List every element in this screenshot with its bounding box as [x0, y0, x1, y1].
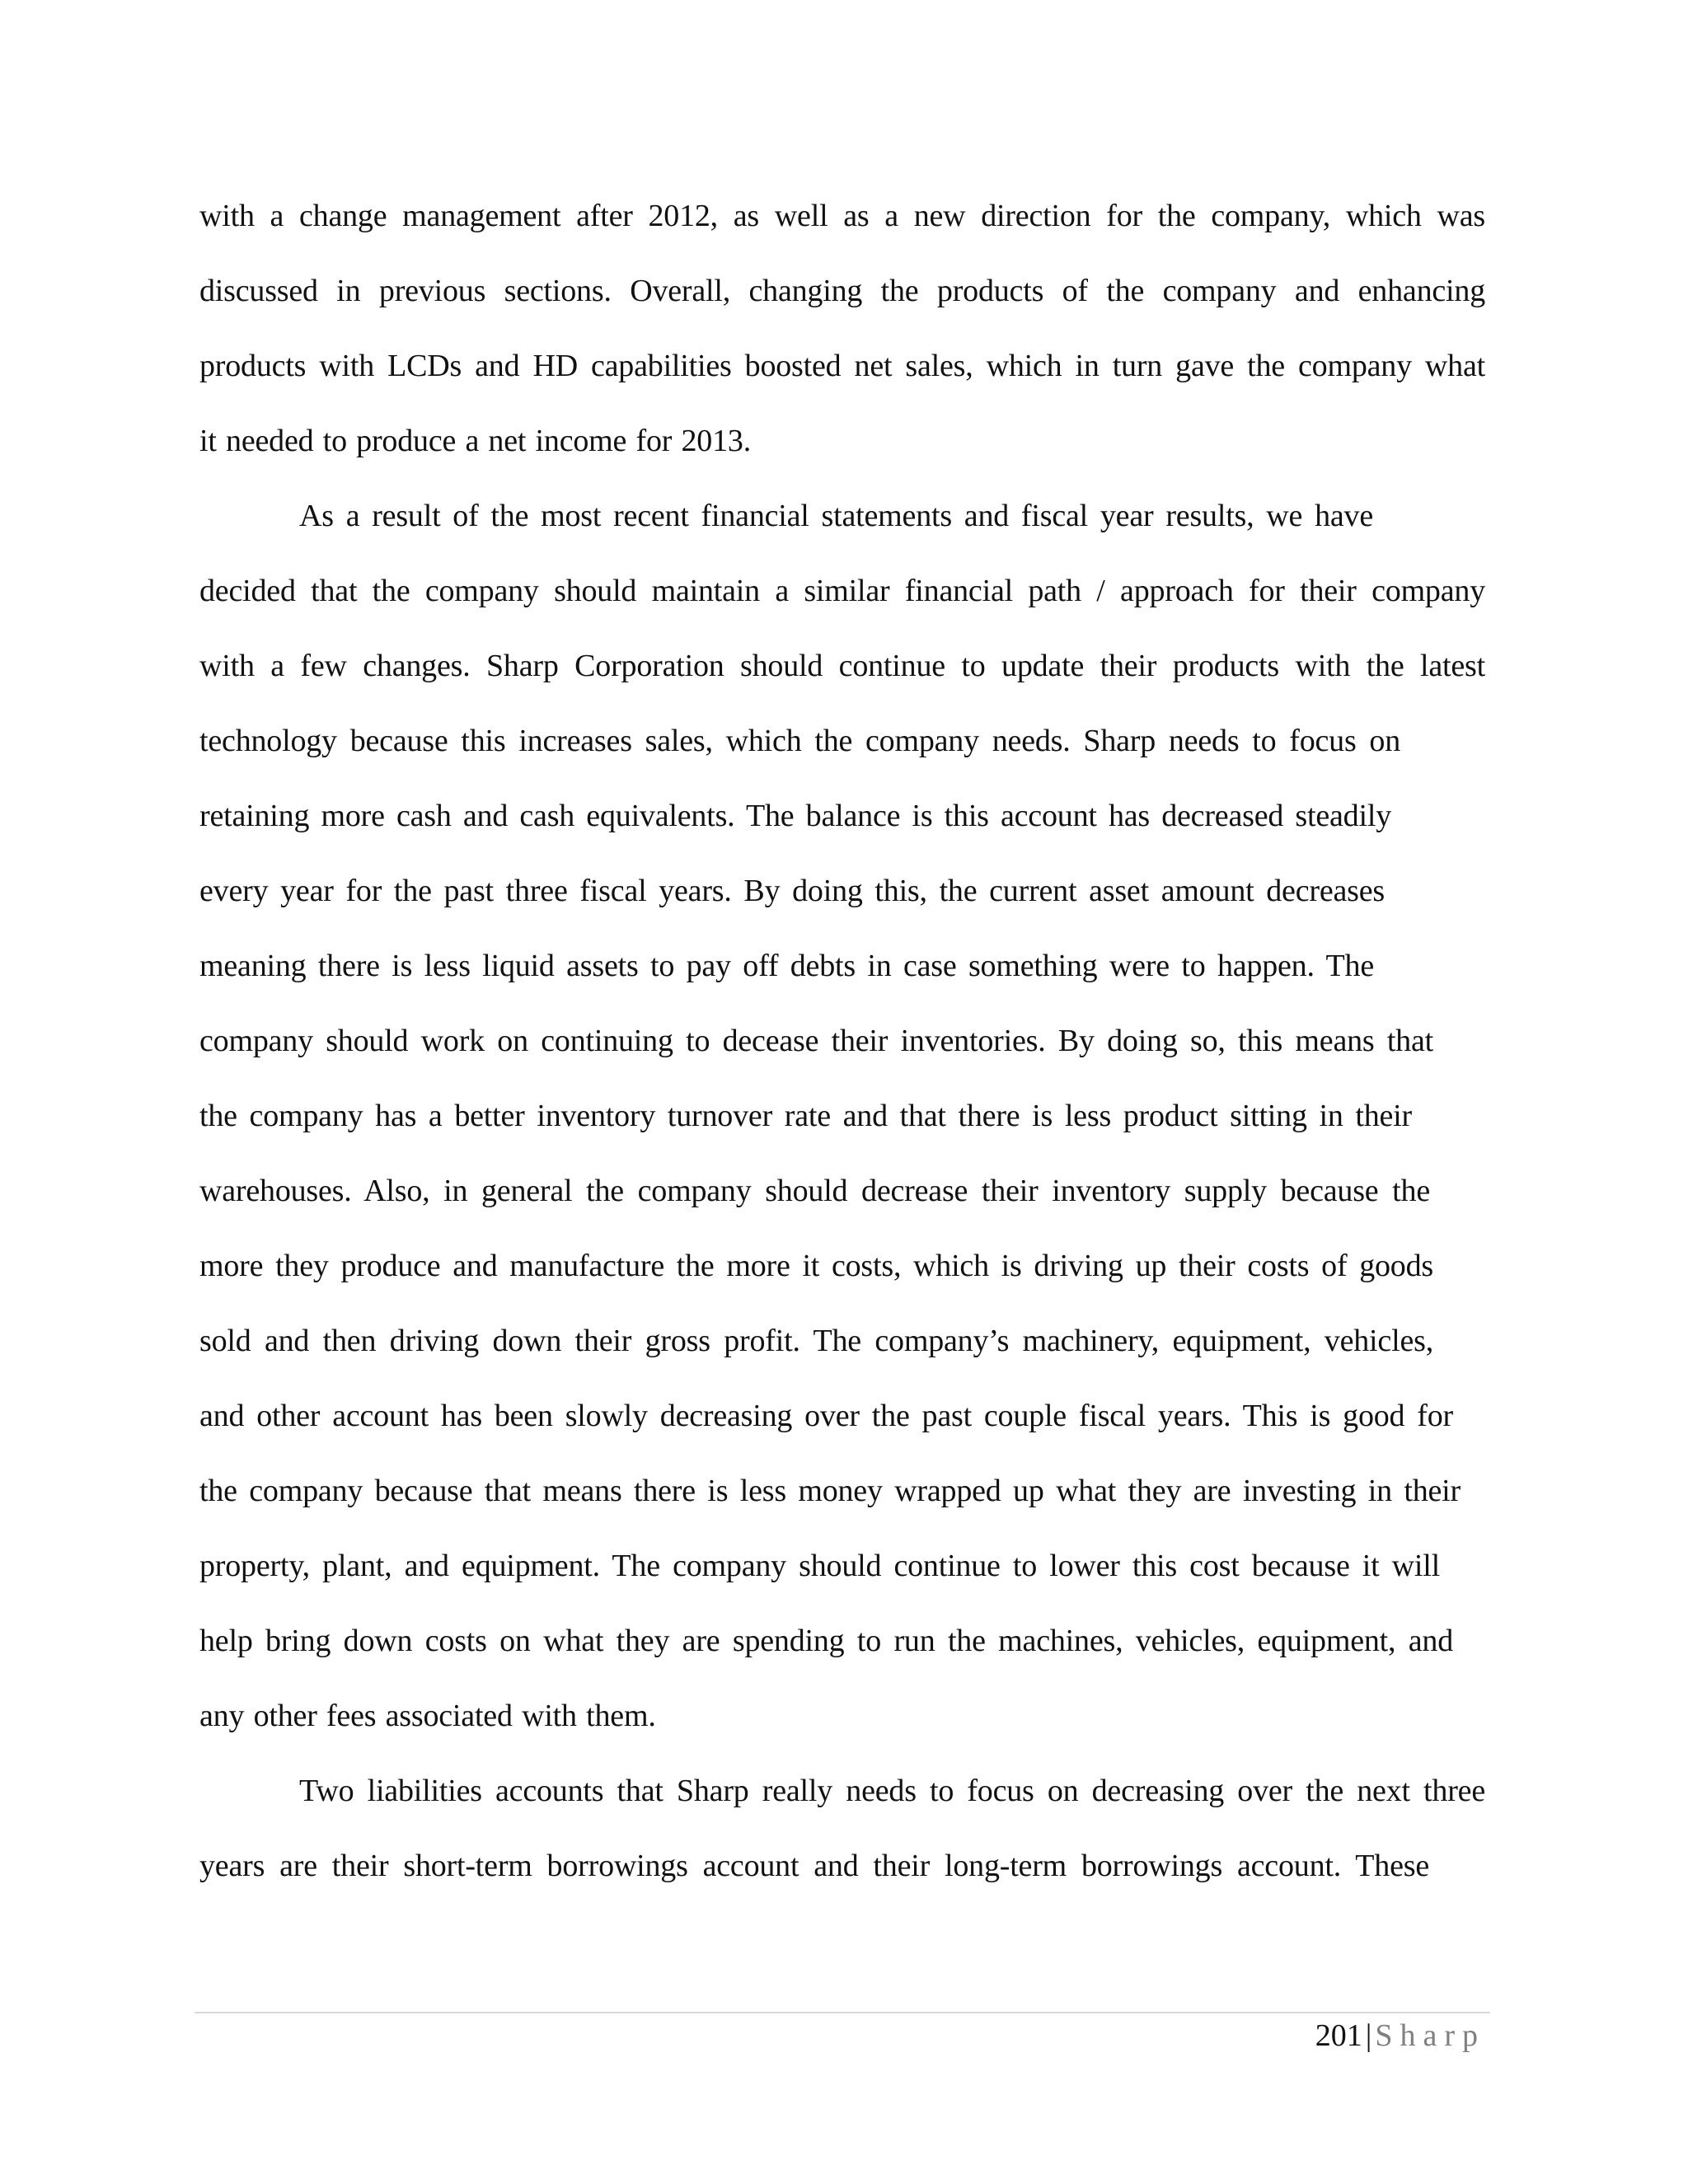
text-line: meaning there is less liquid assets to pay off debts in case something were to happen. The [199, 949, 1374, 983]
page-number: 201 [1315, 2018, 1362, 2053]
text-line: discussed in previous sections. Overall, changing the products of the company and enhancing [199, 274, 1485, 308]
text-line: more they produce and manufacture the more it costs, which is driving up their costs of goods [199, 1249, 1433, 1283]
text-line: products with LCDs and HD capabilities boosted net sales, which in turn gave the company what [199, 349, 1485, 383]
text-line: the company has a better inventory turnover rate and that there is less product sitting in their [199, 1099, 1412, 1133]
text-line: decided that the company should maintain a similar financial path / approach for their company [199, 574, 1485, 608]
text-line: property, plant, and equipment. The company should continue to lower this cost because it will [199, 1549, 1440, 1583]
footer-label: Sharp [1375, 2018, 1485, 2053]
text-line: technology because this increases sales, which the company needs. Sharp needs to focus on [199, 724, 1400, 758]
text-line: retaining more cash and cash equivalents. The balance is this account has decreased steadily [199, 799, 1391, 833]
text-line: it needed to produce a net income for 2013. [199, 424, 752, 458]
text-line: Two liabilities accounts that Sharp really needs to focus on decreasing over the next three [299, 1774, 1485, 1808]
text-line: help bring down costs on what they are spending to run the machines, vehicles, equipment, and [199, 1624, 1453, 1658]
text-line: years are their short-term borrowings account and their long-term borrowings account. These [199, 1849, 1429, 1883]
text-line: every year for the past three fiscal years. By doing this, the current asset amount decreases [199, 874, 1385, 908]
text-line: sold and then driving down their gross profit. The company’s machinery, equipment, vehicles, [199, 1324, 1433, 1358]
text-line: the company because that means there is less money wrapped up what they are investing in their [199, 1474, 1461, 1508]
text-line: company should work on continuing to decease their inventories. By doing so, this means that [199, 1024, 1433, 1058]
text-line: and other account has been slowly decreasing over the past couple fiscal years. This is good for [199, 1399, 1453, 1433]
text-line: warehouses. Also, in general the company should decrease their inventory supply because the [199, 1174, 1430, 1208]
text-line: with a few changes. Sharp Corporation should continue to update their products with the latest [199, 649, 1485, 683]
footer-separator: | [1365, 2018, 1372, 2053]
page-footer [1315, 2018, 1485, 2054]
text-line: any other fees associated with them. [199, 1699, 656, 1733]
footer-divider [195, 2012, 1490, 2013]
text-line: with a change management after 2012, as well as a new direction for the company, which was [199, 199, 1485, 233]
text-line: As a result of the most recent financial statements and fiscal year results, we have [299, 499, 1373, 533]
